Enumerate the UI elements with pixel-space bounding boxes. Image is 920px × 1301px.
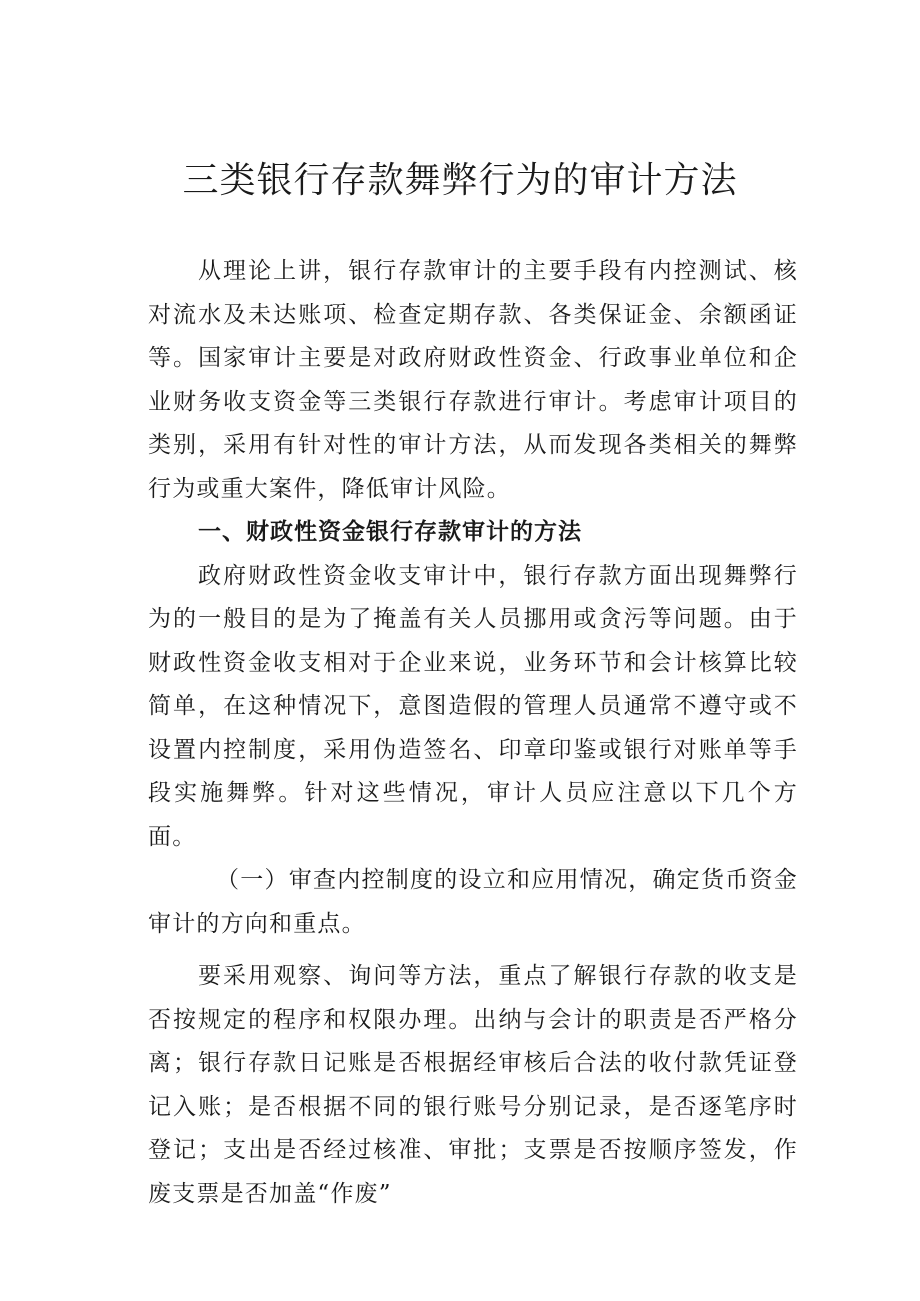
document-title: 三类银行存款舞弊行为的审计方法: [182, 160, 738, 201]
intro-paragraph: 从理论上讲，银行存款审计的主要手段有内控测试、核对流水及未达账项、检查定期存款、各类保证金、余额函证等。国家审计主要是对政府财政性资金、行政事业单位和企业财务收支资金等三类银行存款进行审计。考虑审计项目的类别，采用有针对性的审计方法，从而发现各类相关的舞弊行为或重大案件，降低审计风险。: [148, 258, 798, 502]
document-body: [148, 250, 798, 1216]
section-heading: 一、财政性资金银行存款审计的方法: [198, 519, 582, 545]
detail-paragraph: 要采用观察、询问等方法，重点了解银行存款的收支是否按规定的程序和权限办理。出纳与会计的职责是否严格分离；银行存款日记账是否根据经审核后合法的收付款凭证登记入账；是否根据不同的银行账号分别记录，是否逐笔序时登记；支出是否经过核准、审批；支票是否按顺序签发，作废支票是否加盖“作废”: [148, 963, 798, 1207]
section-paragraph: 政府财政性资金收支审计中，银行存款方面出现舞弊行为的一般目的是为了掩盖有关人员挪用或贪污等问题。由于财政性资金收支相对于企业来说，业务环节和会计核算比较简单，在这种情况下，意图造假的管理人员通常不遵守或不设置内控制度，采用伪造签名、印章印鉴或银行对账单等手段实施舞弊。针对这些情况，审计人员应注意以下几个方面。: [148, 562, 798, 850]
paragraph-gap: [148, 946, 798, 955]
sub-heading: （一）审查内控制度的设立和应用情况，确定货币资金审计的方向和重点。: [148, 867, 798, 937]
